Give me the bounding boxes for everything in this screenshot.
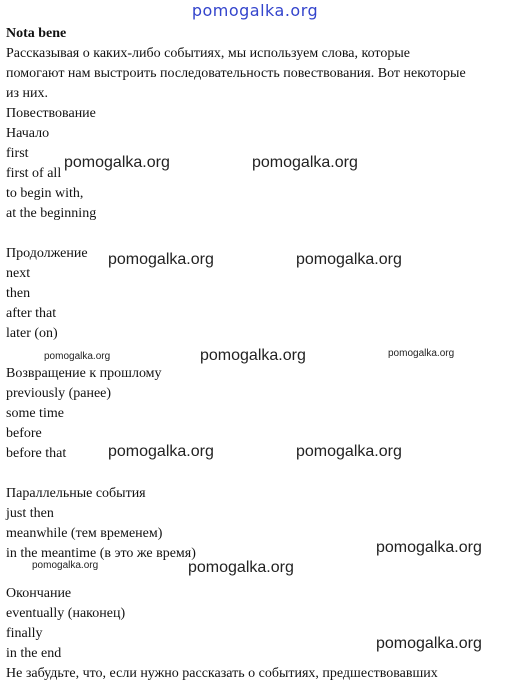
- intro-line: из них.: [6, 86, 49, 101]
- list-item: first: [6, 146, 29, 161]
- intro-line: помогают нам выстроить последовательность повествования. Вот некоторые: [6, 66, 466, 81]
- list-item: later (on): [6, 326, 58, 341]
- watermark-text: pomogalka.org: [64, 154, 170, 171]
- watermark-text: pomogalka.org: [296, 251, 402, 268]
- list-item: to begin with,: [6, 186, 84, 201]
- list-item: in the end: [6, 646, 62, 661]
- watermark-text: pomogalka.org: [32, 560, 99, 571]
- list-item: previously (ранее): [6, 386, 112, 401]
- watermark-text: pomogalka.org: [108, 443, 214, 460]
- watermark-text: pomogalka.org: [388, 348, 455, 359]
- watermark-text: pomogalka.org: [252, 154, 358, 171]
- list-item: after that: [6, 306, 57, 321]
- watermark-text: pomogalka.org: [200, 347, 306, 364]
- footer-line: Не забудьте, что, если нужно рассказать о событиях, предшествовавших: [6, 666, 438, 681]
- list-item: some time: [6, 406, 64, 421]
- watermark-text: pomogalka.org: [376, 539, 482, 556]
- section-heading-past: Возвращение к прошлому: [6, 366, 162, 381]
- list-item: before that: [6, 446, 67, 461]
- section-heading-ending: Окончание: [6, 586, 72, 601]
- watermark-text: pomogalka.org: [44, 351, 111, 362]
- intro-line: Рассказывая о каких-либо событиях, мы используем слова, которые: [6, 46, 410, 61]
- list-item: in the meantime (в это же время): [6, 546, 196, 561]
- list-item: eventually (наконец): [6, 606, 126, 621]
- site-header-watermark: pomogalka.org: [191, 1, 319, 20]
- list-item: before: [6, 426, 42, 441]
- list-item: then: [6, 286, 31, 301]
- list-item: next: [6, 266, 31, 281]
- section-heading-beginning: Начало: [6, 126, 50, 141]
- section-heading-parallel: Параллельные события: [6, 486, 146, 501]
- spacer: [6, 464, 506, 484]
- watermark-text: pomogalka.org: [296, 443, 402, 460]
- watermark-text: pomogalka.org: [108, 251, 214, 268]
- watermark-text: pomogalka.org: [188, 559, 294, 576]
- narration-heading: Повествование: [6, 106, 96, 121]
- section-heading-continuation: Продолжение: [6, 246, 88, 261]
- list-item: first of all: [6, 166, 62, 181]
- list-item: just then: [6, 506, 54, 521]
- list-item: at the beginning: [6, 206, 97, 221]
- spacer: [6, 224, 506, 244]
- list-item: meanwhile (тем временем): [6, 526, 163, 541]
- document-title: Nota bene: [6, 26, 67, 41]
- watermark-text: pomogalka.org: [376, 635, 482, 652]
- list-item: finally: [6, 626, 43, 641]
